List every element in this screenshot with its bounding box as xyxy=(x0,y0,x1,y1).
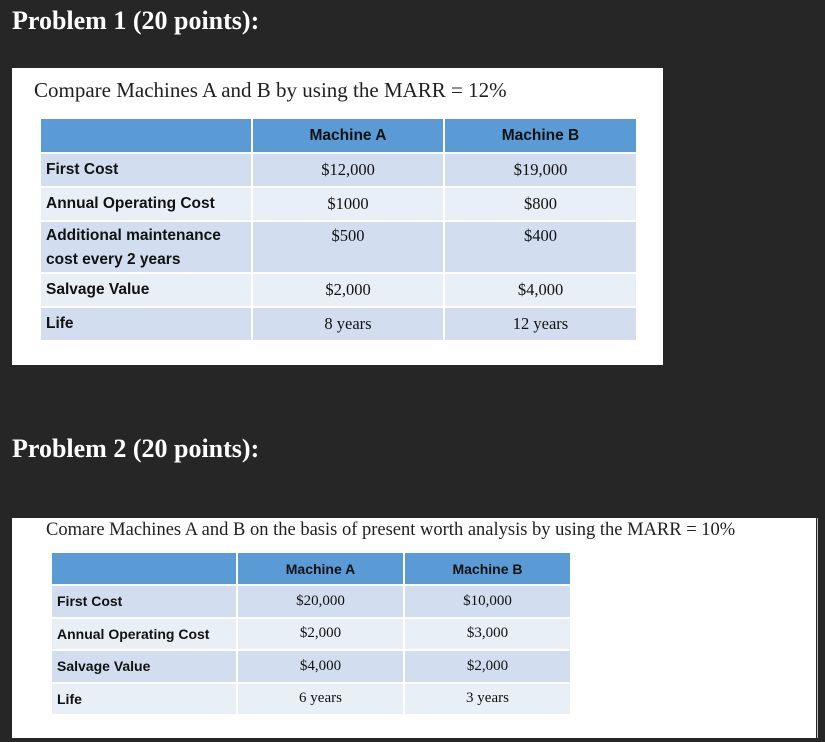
machine-b-value: $2,000 xyxy=(404,650,571,683)
row-label-line: Additional maintenance xyxy=(46,227,221,244)
row-label: Life xyxy=(51,683,237,716)
machine-a-value: $12,000 xyxy=(252,153,444,187)
problem1-heading: Problem 1 (20 points): xyxy=(12,6,260,35)
problem1-panel xyxy=(12,68,663,365)
header-corner-cell xyxy=(51,552,237,585)
header-machine-b: Machine B xyxy=(404,552,571,585)
row-label: Annual Operating Cost xyxy=(51,618,237,651)
table-row xyxy=(40,221,637,273)
table-row xyxy=(40,153,637,187)
machine-a-value: $20,000 xyxy=(237,585,404,618)
machine-a-value: $1000 xyxy=(252,187,444,221)
problem2-heading: Problem 2 (20 points): xyxy=(12,434,260,463)
problem2-prompt: Comare Machines A and B on the basis of present worth analysis by using the MARR = 10% xyxy=(46,520,736,540)
machine-b-value: $19,000 xyxy=(444,153,637,187)
table-header-row xyxy=(51,552,571,585)
machine-b-value: $10,000 xyxy=(404,585,571,618)
row-label: Salvage Value xyxy=(40,273,252,307)
header-corner-cell xyxy=(40,118,252,153)
machine-b-value: $3,000 xyxy=(404,618,571,651)
machine-a-value: $2,000 xyxy=(237,618,404,651)
problem1-table xyxy=(39,117,638,342)
table-row xyxy=(51,650,571,683)
table-row xyxy=(51,618,571,651)
machine-a-value: $2,000 xyxy=(252,273,444,307)
row-label: Life xyxy=(40,307,252,341)
problem1-prompt: Compare Machines A and B by using the MARR = 12% xyxy=(34,78,507,102)
problem2-table xyxy=(50,551,572,716)
table-row xyxy=(51,585,571,618)
table-row xyxy=(40,307,637,341)
row-label: Annual Operating Cost xyxy=(40,187,252,221)
machine-a-value: $500 xyxy=(252,221,444,273)
machine-a-value: $4,000 xyxy=(237,650,404,683)
machine-b-value: 12 years xyxy=(444,307,637,341)
machine-b-value: $400 xyxy=(444,221,637,273)
machine-a-value: 8 years xyxy=(252,307,444,341)
table-row xyxy=(51,683,571,716)
row-label: First Cost xyxy=(40,153,252,187)
panel-edge-divider xyxy=(817,518,818,738)
table-header-row xyxy=(40,118,637,153)
header-machine-a: Machine A xyxy=(237,552,404,585)
machine-b-value: 3 years xyxy=(404,683,571,716)
row-label: First Cost xyxy=(51,585,237,618)
row-label: Salvage Value xyxy=(51,650,237,683)
row-label xyxy=(40,221,252,273)
machine-b-value: $4,000 xyxy=(444,273,637,307)
problem2-panel xyxy=(12,518,816,738)
table-row xyxy=(40,187,637,221)
header-machine-b: Machine B xyxy=(444,118,637,153)
machine-b-value: $800 xyxy=(444,187,637,221)
machine-a-value: 6 years xyxy=(237,683,404,716)
table-row xyxy=(40,273,637,307)
row-label-line: cost every 2 years xyxy=(46,251,181,268)
header-machine-a: Machine A xyxy=(252,118,444,153)
